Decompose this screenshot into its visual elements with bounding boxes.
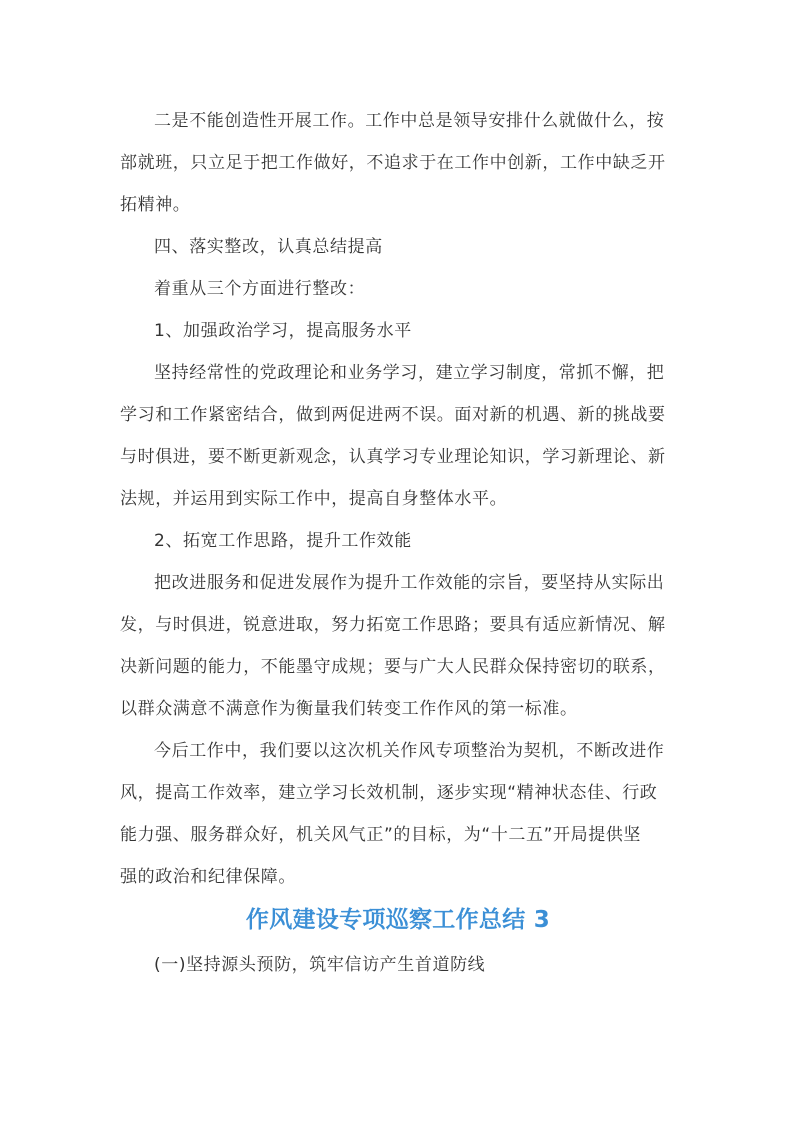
- text-line: 与时俱进，要不断更新观念，认真学习专业理论知识，学习新理论、新: [120, 447, 666, 467]
- text-line: 着重从三个方面进行整改：: [154, 279, 366, 299]
- text-line: 以群众满意不满意作为衡量我们转变工作作风的第一标准。: [120, 699, 578, 719]
- text-line: 能力强、服务群众好，机关风气正”的目标，为“十二五”开局提供坚: [120, 825, 642, 845]
- text-line: (一)坚持源头预防，筑牢信访产生首道防线: [154, 955, 486, 975]
- body-before: [120, 100, 676, 898]
- document-page: [120, 100, 676, 986]
- heading-rectify: [120, 226, 676, 268]
- subheading-source-prevention: [120, 944, 676, 986]
- text-line: 把改进服务和促进发展作为提升工作效能的宗旨，要坚持从实际出: [154, 573, 665, 593]
- text-line: 风，提高工作效率，建立学习长效机制，逐步实现“精神状态佳、行政: [120, 783, 658, 803]
- text-line: 学习和工作紧密结合，做到两促进两不误。面对新的机遇、新的挑战要: [120, 405, 666, 425]
- paragraph-future-work: [120, 730, 676, 898]
- text-line: 2、拓宽工作思路，提升工作效能: [154, 531, 412, 551]
- text-line: 1、加强政治学习，提高服务水平: [154, 321, 412, 341]
- subheading-work-ideas: [120, 520, 676, 562]
- text-line: 发，与时俱进，锐意进取，努力拓宽工作思路；要具有适应新情况、解: [120, 615, 666, 635]
- text-line: 拓精神。: [120, 195, 191, 215]
- text-line: 法规，并运用到实际工作中，提高自身整体水平。: [120, 489, 508, 509]
- text-line: 部就班，只立足于把工作做好，不追求于在工作中创新，工作中缺乏开: [120, 153, 666, 173]
- section-title: 作风建设专项巡察工作总结 3: [245, 907, 551, 933]
- body-after: [120, 944, 676, 986]
- text-line: 坚持经常性的党政理论和业务学习，建立学习制度，常抓不懈，把: [154, 363, 665, 383]
- text-line: 四、落实整改，认真总结提高: [154, 237, 383, 257]
- subheading-political-study: [120, 310, 676, 352]
- paragraph-1: [120, 100, 676, 226]
- paragraph-study-system: [120, 352, 676, 520]
- paragraph-efficiency: [120, 562, 676, 730]
- text-line: 强的政治和纪律保障。: [120, 867, 296, 887]
- text-line: 今后工作中，我们要以这次机关作风专项整治为契机，不断改进作: [154, 741, 665, 761]
- paragraph-three-aspects: [120, 268, 676, 310]
- text-line: 二是不能创造性开展工作。工作中总是领导安排什么就做什么，按: [154, 111, 665, 131]
- text-line: 决新问题的能力，不能墨守成规；要与广大人民群众保持密切的联系，: [120, 657, 666, 677]
